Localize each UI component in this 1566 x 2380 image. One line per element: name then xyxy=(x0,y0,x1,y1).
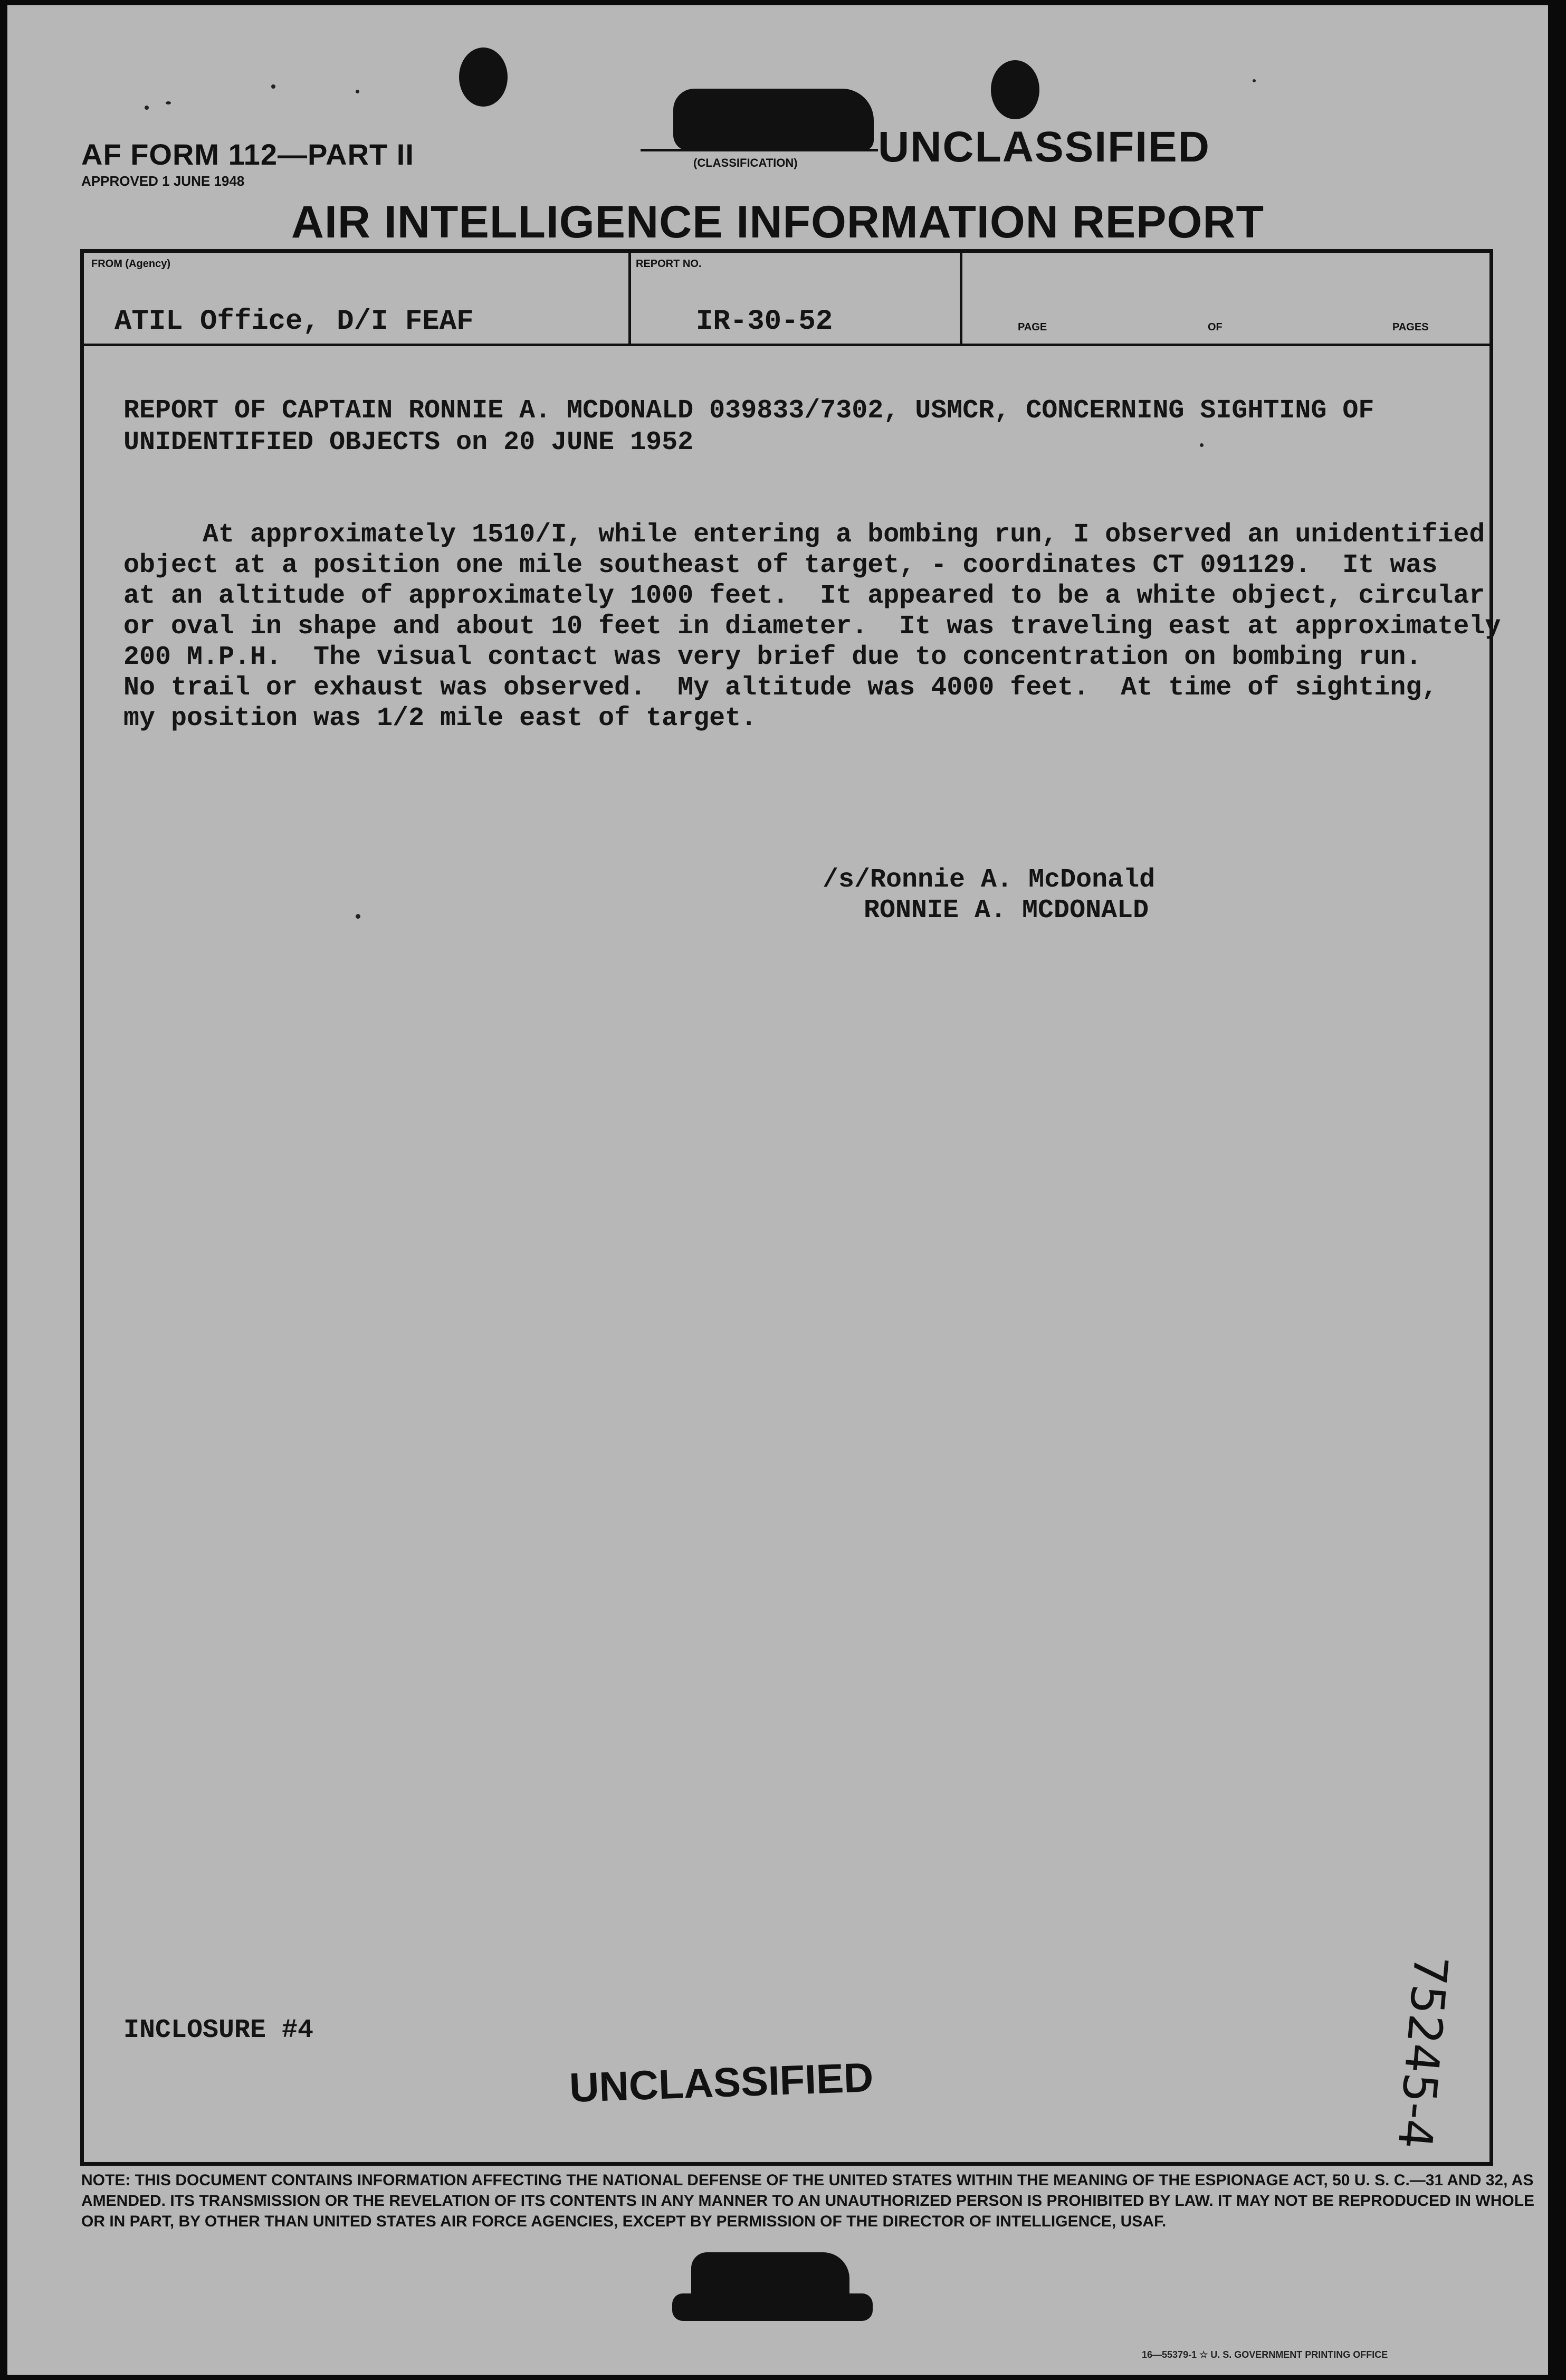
speck xyxy=(145,106,149,110)
header-divider xyxy=(84,344,1489,346)
form-id: AF FORM 112—PART II xyxy=(81,138,414,171)
speck xyxy=(271,84,275,89)
body-line: object at a position one mile southeast of target, - coordinates CT 091129. It was xyxy=(123,550,1438,580)
report-no-value: IR-30-52 xyxy=(696,306,833,338)
report-no-caption: REPORT NO. xyxy=(636,258,702,270)
redaction-mark-top xyxy=(673,89,874,151)
body-line: at an altitude of approximately 1000 feet. It appeared to be a white object, circular xyxy=(123,581,1485,611)
report-body xyxy=(123,520,1501,734)
body-line: 200 M.P.H. The visual contact was very brief due to concentration on bombing run. xyxy=(123,642,1422,672)
inclosure-label: INCLOSURE #4 xyxy=(123,2015,314,2045)
speck xyxy=(1253,79,1256,82)
report-subject xyxy=(123,395,1374,459)
page-caption: PAGE xyxy=(1018,321,1047,333)
subject-line: REPORT OF CAPTAIN RONNIE A. MCDONALD 039833/7302, USMCR, CONCERNING SIGHTING OF xyxy=(123,396,1374,426)
subject-line: UNIDENTIFIED OBJECTS on 20 JUNE 1952 xyxy=(123,427,694,458)
report-form-box xyxy=(80,249,1501,2166)
pages-caption: PAGES xyxy=(1392,321,1429,333)
of-caption: OF xyxy=(1208,321,1223,333)
classification-stamp-top: UNCLASSIFIED xyxy=(878,123,1210,171)
printing-office-line: 16—55379-1 ☆ U. S. GOVERNMENT PRINTING OFFICE xyxy=(1142,2349,1388,2360)
speck xyxy=(356,90,359,93)
header-column-divider xyxy=(960,253,962,344)
classification-caption: (CLASSIFICATION) xyxy=(693,156,798,169)
redaction-mark-bottom xyxy=(672,2293,873,2321)
body-line: my position was 1/2 mile east of target. xyxy=(123,703,757,734)
punch-hole-left xyxy=(459,47,508,107)
signature-line: /s/Ronnie A. McDonald xyxy=(823,865,1156,895)
report-title: AIR INTELLIGENCE INFORMATION REPORT xyxy=(291,197,1265,247)
from-caption: FROM (Agency) xyxy=(91,258,170,270)
form-approved-date: APPROVED 1 JUNE 1948 xyxy=(81,173,245,189)
classification-underline xyxy=(641,149,878,151)
body-line: At approximately 1510/I, while entering a bombing run, I observed an unidentified xyxy=(123,520,1485,550)
espionage-act-note: NOTE: THIS DOCUMENT CONTAINS INFORMATION AFFECTING THE NATIONAL DEFENSE OF THE UNITED STATES WITHIN THE MEANING OF THE ESPIONAGE ACT, 50 U. S. C.—31 AND 32, AS AMENDED. ITS TRANSMISSION OR THE REVELATION OF ITS CONTENTS IN ANY MANNER TO AN UNAUTHORIZED PERSON IS PROHIBITED BY LAW. IT MAY NOT BE REPRODUCED IN WHOLE OR IN PART, BY OTHER THAN UNITED STATES AIR FORCE AGENCIES, EXCEPT BY PERMISSION OF THE DIRECTOR OF INTELLIGENCE, USAF. xyxy=(81,2172,1535,2230)
signature-printed-name: RONNIE A. MCDONALD xyxy=(864,896,1149,926)
handwritten-document-number: 75245-4 xyxy=(1387,1953,1458,2151)
classification-stamp-bottom: UNCLASSIFIED xyxy=(568,2053,874,2111)
punch-hole-right xyxy=(991,60,1039,119)
speck xyxy=(166,101,171,104)
body-line: No trail or exhaust was observed. My altitude was 4000 feet. At time of sighting, xyxy=(123,673,1438,703)
body-line: or oval in shape and about 10 feet in diameter. It was traveling east at approximately xyxy=(123,612,1501,642)
document-page xyxy=(7,5,1548,2375)
from-agency-value: ATIL Office, D/I FEAF xyxy=(114,306,474,338)
header-column-divider xyxy=(628,253,631,344)
